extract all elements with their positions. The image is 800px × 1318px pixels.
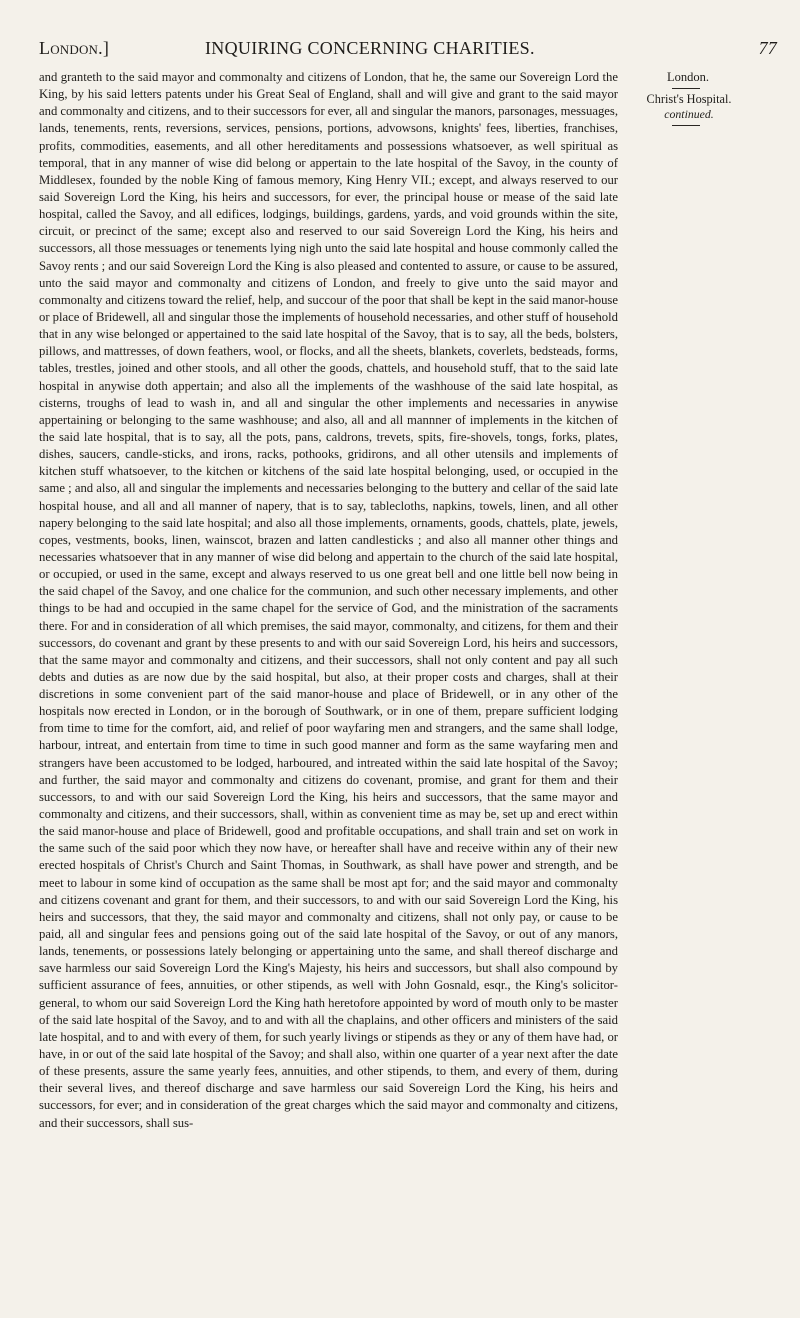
side-note-rule-bottom xyxy=(672,125,700,126)
side-note-town: London. xyxy=(666,70,709,84)
side-note xyxy=(640,69,790,126)
header-section: London.] xyxy=(39,38,110,58)
running-header xyxy=(39,38,777,60)
body-paragraph: and granteth to the said mayor and commonalty and citizens of London, that he, the same our Sovereign Lord the King, by his said letters patents under his Great Seal of England, shall and will give and grant to the said mayor and commonalty and citizens, and to their successors for ever, all and singular the manors, parsonages, messuages, lands, tenements, rents, reversions, services, pensions, portions, advowsons, knights' fees, liberties, franchises, profits, commodities, easements, and all other hereditaments and possessions whatsoever, as well spiritual as temporal, that in any manner of wise did belong or appertain to the late hospital of the Savoy, in the county of Middlesex, founded by the noble King of famous memory, King Henry VII.; except, and always reserved to our said Sovereign Lord the King, his heirs and successors, for ever, the principal house or mease of the said late hospital, called the Savoy, and all edifices, lodgings, buildings, gardens, yards, and void grounds within the site, circuit, or precinct of the same; except also and reserved to our said Sovereign Lord the King, his heirs and successors, all those messuages or tenements lying nigh unto the said late hospital and house commonly called the Savoy rents ; and our said Sovereign Lord the King is also pleased and contented to assure, or cause to be assured, unto the said mayor and commonalty and citizens of London, and freely to give unto the said mayor and commonalty and citizens toward the relief, help, and succour of the poor that shall be kept in the said manor-house or place of Bridewell, all and singular those the implements of household necessaries, and other stuff of household that in any wise belonged or appertained to the said late hospital of the Savoy, that is to say, all the beds, bolsters, pillows, and mattresses, of down feathers, wool, or flocks, and all the sheets, blankets, coverlets, bedsteads, forms, tables, trestles, joined and other stools, and all other the goods, chattels, and household stuff, that to the said late hospital in anywise doth appertain; and also all the implements of the washhouse of the said late hospital, as cisterns, troughs of lead to wash in, and all and singular the other implements and necessaries in anywise appertaining or belonging to the same washhouse; and also, all and all mannner of implements in the kitchen of the said late hospital, that is to say, all the pots, pans, caldrons, trevets, spits, fire-shovels, tongs, forks, plates, dishes, saucers, candle-sticks, and irons, racks, pothooks, gridirons, and all other utensils and implements of kitchen stuff whatsoever, to the kitchen or kitchens of the said late hospital belonging, used, or occupied in the same ; and also, all and singular the implements and necessaries belonging to the buttery and cellar of the said late hospital house, and all and all manner of napery, that is to say, tablecloths, napkins, towels, linen, and all other napery belonging to the said late hospital; and also all those implements, ornaments, goods, chattels, plate, jewels, copes, vestments, books, linen, wainscot, brazen and latten candlesticks ; and also all manner other things and necessaries whatsoever that in any manner of wise did belong and appertain to the church of the said late hospital, or occupied, or used in the same, except and always reserved to us one great bell and one little bell now being in the said chapel of the Savoy, and one chalice for the communion, and such other necessary implements, and other things to be had and occupied in the same chapel for the service of God, and the ministration of the sacraments there. For and in consideration of all which premises, the said mayor, commonalty, and citizens, for them and their successors, do covenant and grant by these presents to and with our said Sovereign Lord, his heirs and successors, that the same mayor and commonalty and citizens, and their successors, shall not only content and pay all such debts and duties as are now due by the said hospital, but also, at their proper costs and charges, shall at their discretions in some convenient part of the said manor-house and place of Bridewell, or in any other of the hospitals now erected in London, or in the borough of Southwark, or in one of them, prepare sufficient lodging from time to time for the comfort, aid, and relief of poor wayfaring men and strangers, and the same shall lodge, harbour, intreat, and entertain from time to time in such good manner and form as the same wayfaring men and strangers have been accustomed to be lodged, harboured, and intreated within the said late hospital of the Savoy; and further, the said mayor and commonalty and citizens do covenant, promise, and grant for them and their successors, to and with our said Sovereign Lord the King, his heirs and successors, that the same mayor and commonalty and citizens, and their successors, shall, within as convenient time as may be, set up and erect within the said manor-house and place of Bridewell, good and profitable occupations, and shall train and set on work in the same such of the said poor which they now have, or hereafter shall have and receive within any of their new erected hospitals of Christ's Church and Saint Thomas, in Southwark, as shall have power and strength, and be meet to labour in some kind of occupation as the same shall be most apt for; and the said mayor and commonalty and citizens covenant and grant for them, and their successors, to and with our said Sovereign Lord the King, his heirs and successors, that they, the said mayor and commonalty and citizens, shall not only pay, or cause to be paid, all and singular fees and pensions going out of the said late hospital of the Savoy, or out of any manors, lands, tenements, or possessions lately belonging or appertaining unto the same, and shall thereof discharge and save harmless our said Sovereign Lord the King's Majesty, his heirs and successors, but shall also compound by sufficient assurance of fees, annuities, or other stipends, as well with John Gosnald, esqr., the King's solicitor-general, to whom our said Sovereign Lord the King hath heretofore appointed by word of mouth only to be master of the said late hospital of the Savoy, and to and with all the chaplains, and other officers and ministers of the said late hospital, and to and with every of them, for such yearly livings or stipends as they or any of them have had, or have, in or out of the said late hospital of the Savoy; and shall also, within one quarter of a year next after the date of these presents, assure the same yearly fees, annuities, and other stipends, to them, and every of them, during their several lives, and thereof discharge and save harmless our said Sovereign Lord the King, his heirs and successors, for ever; and in consideration of the great charges which the said mayor and commonalty and citizens, and their successors, shall sus- xyxy=(39,70,618,1130)
page-number: 77 xyxy=(758,38,777,58)
side-note-continued: continued. xyxy=(664,107,714,121)
side-note-subject: Christ's Hospital. xyxy=(646,91,732,106)
header-title: INQUIRING CONCERNING CHARITIES. xyxy=(205,38,535,58)
side-note-rule-top xyxy=(672,88,700,89)
main-text-column xyxy=(39,69,618,1301)
